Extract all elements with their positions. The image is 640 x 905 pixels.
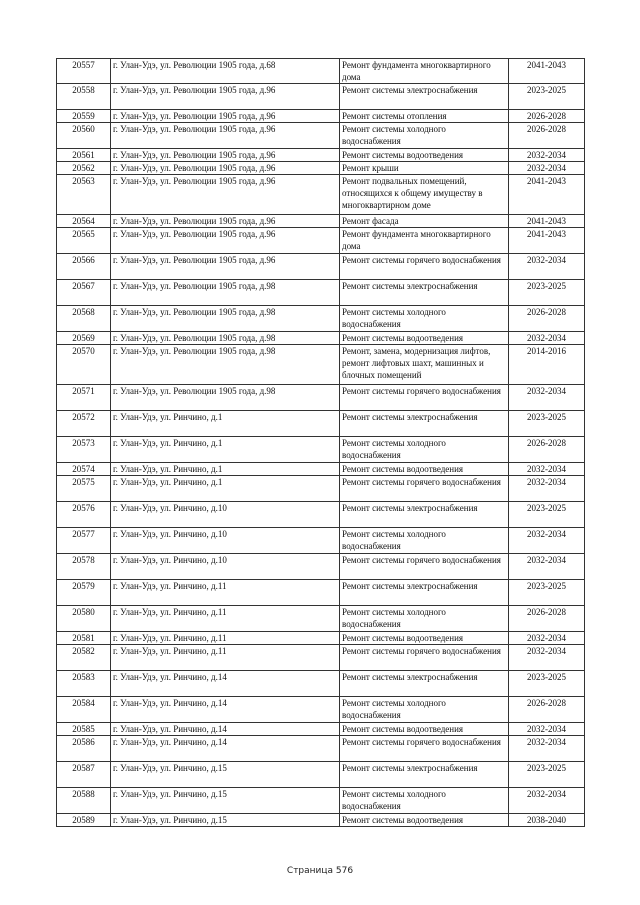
work-type-cell: Ремонт системы электроснабжения — [340, 502, 509, 528]
table-row — [57, 385, 585, 411]
work-type-cell: Ремонт системы холодного водоснабжения — [340, 437, 509, 463]
period-cell: 2041-2043 — [509, 215, 585, 228]
period-cell: 2041-2043 — [509, 228, 585, 254]
table-body — [57, 59, 585, 827]
work-type-cell: Ремонт фундамента многоквартирного дома — [340, 228, 509, 254]
table-row — [57, 59, 585, 84]
work-type-cell: Ремонт системы холодного водоснабжения — [340, 606, 509, 632]
table-row — [57, 723, 585, 736]
row-number-cell: 20573 — [57, 437, 111, 463]
work-type-cell: Ремонт системы холодного водоснабжения — [340, 123, 509, 149]
work-type-cell: Ремонт системы электроснабжения — [340, 671, 509, 697]
table-row — [57, 162, 585, 175]
address-cell: г. Улан-Удэ, ул. Ринчино, д.10 — [111, 528, 340, 554]
address-cell: г. Улан-Удэ, ул. Ринчино, д.14 — [111, 736, 340, 762]
period-cell: 2023-2025 — [509, 502, 585, 528]
work-type-cell: Ремонт крыши — [340, 162, 509, 175]
address-cell: г. Улан-Удэ, ул. Революции 1905 года, д.98 — [111, 306, 340, 332]
row-number-cell: 20567 — [57, 280, 111, 306]
row-number-cell: 20571 — [57, 385, 111, 411]
address-cell: г. Улан-Удэ, ул. Ринчино, д.14 — [111, 671, 340, 697]
period-cell: 2026-2028 — [509, 110, 585, 123]
address-cell: г. Улан-Удэ, ул. Революции 1905 года, д.98 — [111, 345, 340, 385]
row-number-cell: 20558 — [57, 84, 111, 110]
period-cell: 2032-2034 — [509, 736, 585, 762]
period-cell: 2023-2025 — [509, 671, 585, 697]
work-type-cell: Ремонт системы электроснабжения — [340, 84, 509, 110]
period-cell: 2041-2043 — [509, 175, 585, 215]
row-number-cell: 20570 — [57, 345, 111, 385]
table-row — [57, 306, 585, 332]
period-cell: 2026-2028 — [509, 697, 585, 723]
table-row — [57, 606, 585, 632]
row-number-cell: 20560 — [57, 123, 111, 149]
period-cell: 2032-2034 — [509, 332, 585, 345]
work-type-cell: Ремонт системы холодного водоснабжения — [340, 788, 509, 814]
table-row — [57, 502, 585, 528]
row-number-cell: 20583 — [57, 671, 111, 697]
table-row — [57, 411, 585, 437]
address-cell: г. Улан-Удэ, ул. Ринчино, д.10 — [111, 554, 340, 580]
address-cell: г. Улан-Удэ, ул. Революции 1905 года, д.96 — [111, 175, 340, 215]
row-number-cell: 20574 — [57, 463, 111, 476]
period-cell: 2032-2034 — [509, 632, 585, 645]
work-type-cell: Ремонт системы холодного водоснабжения — [340, 306, 509, 332]
row-number-cell: 20568 — [57, 306, 111, 332]
row-number-cell: 20564 — [57, 215, 111, 228]
row-number-cell: 20557 — [57, 59, 111, 84]
address-cell: г. Улан-Удэ, ул. Ринчино, д.15 — [111, 788, 340, 814]
row-number-cell: 20589 — [57, 814, 111, 827]
work-type-cell: Ремонт системы холодного водоснабжения — [340, 528, 509, 554]
table-row — [57, 697, 585, 723]
work-type-cell: Ремонт системы электроснабжения — [340, 580, 509, 606]
address-cell: г. Улан-Удэ, ул. Ринчино, д.11 — [111, 645, 340, 671]
address-cell: г. Улан-Удэ, ул. Революции 1905 года, д.98 — [111, 385, 340, 411]
period-cell: 2023-2025 — [509, 84, 585, 110]
address-cell: г. Улан-Удэ, ул. Ринчино, д.15 — [111, 762, 340, 788]
row-number-cell: 20562 — [57, 162, 111, 175]
work-type-cell: Ремонт системы горячего водоснабжения — [340, 476, 509, 502]
work-type-cell: Ремонт системы горячего водоснабжения — [340, 254, 509, 280]
work-type-cell: Ремонт системы водоотведения — [340, 632, 509, 645]
period-cell: 2023-2025 — [509, 411, 585, 437]
table-row — [57, 123, 585, 149]
address-cell: г. Улан-Удэ, ул. Ринчино, д.1 — [111, 463, 340, 476]
table-row — [57, 788, 585, 814]
period-cell: 2026-2028 — [509, 123, 585, 149]
row-number-cell: 20565 — [57, 228, 111, 254]
period-cell: 2032-2034 — [509, 476, 585, 502]
work-type-cell: Ремонт фундамента многоквартирного дома — [340, 59, 509, 84]
work-type-cell: Ремонт подвальных помещений, относящихся к общему имуществу в многоквартирном доме — [340, 175, 509, 215]
work-type-cell: Ремонт, замена, модернизация лифтов, ремонт лифтовых шахт, машинных и блочных помещений — [340, 345, 509, 385]
work-type-cell: Ремонт системы электроснабжения — [340, 411, 509, 437]
repair-schedule-table — [56, 58, 585, 827]
work-type-cell: Ремонт системы водоотведения — [340, 332, 509, 345]
table-row — [57, 345, 585, 385]
period-cell: 2032-2034 — [509, 149, 585, 162]
address-cell: г. Улан-Удэ, ул. Ринчино, д.11 — [111, 580, 340, 606]
period-cell: 2026-2028 — [509, 437, 585, 463]
work-type-cell: Ремонт системы горячего водоснабжения — [340, 736, 509, 762]
period-cell: 2032-2034 — [509, 385, 585, 411]
work-type-cell: Ремонт системы водоотведения — [340, 814, 509, 827]
address-cell: г. Улан-Удэ, ул. Ринчино, д.11 — [111, 632, 340, 645]
address-cell: г. Улан-Удэ, ул. Ринчино, д.11 — [111, 606, 340, 632]
table-row — [57, 671, 585, 697]
table-row — [57, 228, 585, 254]
page-number: Страница 576 — [286, 866, 354, 876]
address-cell: г. Улан-Удэ, ул. Революции 1905 года, д.96 — [111, 84, 340, 110]
table-row — [57, 645, 585, 671]
period-cell: 2032-2034 — [509, 645, 585, 671]
table-row — [57, 814, 585, 827]
address-cell: г. Улан-Удэ, ул. Революции 1905 года, д.96 — [111, 254, 340, 280]
work-type-cell: Ремонт системы водоотведения — [340, 149, 509, 162]
row-number-cell: 20575 — [57, 476, 111, 502]
work-type-cell: Ремонт системы водоотведения — [340, 723, 509, 736]
address-cell: г. Улан-Удэ, ул. Ринчино, д.15 — [111, 814, 340, 827]
address-cell: г. Улан-Удэ, ул. Ринчино, д.1 — [111, 437, 340, 463]
row-number-cell: 20588 — [57, 788, 111, 814]
row-number-cell: 20576 — [57, 502, 111, 528]
table-row — [57, 254, 585, 280]
row-number-cell: 20577 — [57, 528, 111, 554]
work-type-cell: Ремонт системы электроснабжения — [340, 762, 509, 788]
row-number-cell: 20582 — [57, 645, 111, 671]
table-row — [57, 280, 585, 306]
row-number-cell: 20586 — [57, 736, 111, 762]
table-row — [57, 84, 585, 110]
table-row — [57, 476, 585, 502]
table-row — [57, 736, 585, 762]
period-cell: 2032-2034 — [509, 463, 585, 476]
table-row — [57, 110, 585, 123]
period-cell: 2032-2034 — [509, 254, 585, 280]
period-cell: 2032-2034 — [509, 554, 585, 580]
period-cell: 2032-2034 — [509, 528, 585, 554]
work-type-cell: Ремонт фасада — [340, 215, 509, 228]
table-row — [57, 580, 585, 606]
row-number-cell: 20584 — [57, 697, 111, 723]
table-row — [57, 149, 585, 162]
address-cell: г. Улан-Удэ, ул. Революции 1905 года, д.96 — [111, 149, 340, 162]
row-number-cell: 20559 — [57, 110, 111, 123]
table-row — [57, 175, 585, 215]
period-cell: 2026-2028 — [509, 606, 585, 632]
address-cell: г. Улан-Удэ, ул. Революции 1905 года, д.96 — [111, 123, 340, 149]
period-cell: 2038-2040 — [509, 814, 585, 827]
period-cell: 2026-2028 — [509, 306, 585, 332]
period-cell: 2023-2025 — [509, 580, 585, 606]
table-row — [57, 762, 585, 788]
address-cell: г. Улан-Удэ, ул. Революции 1905 года, д.98 — [111, 280, 340, 306]
row-number-cell: 20580 — [57, 606, 111, 632]
work-type-cell: Ремонт системы холодного водоснабжения — [340, 697, 509, 723]
table-row — [57, 463, 585, 476]
address-cell: г. Улан-Удэ, ул. Ринчино, д.1 — [111, 411, 340, 437]
row-number-cell: 20563 — [57, 175, 111, 215]
row-number-cell: 20581 — [57, 632, 111, 645]
address-cell: г. Улан-Удэ, ул. Ринчино, д.14 — [111, 723, 340, 736]
work-type-cell: Ремонт системы отопления — [340, 110, 509, 123]
row-number-cell: 20569 — [57, 332, 111, 345]
work-type-cell: Ремонт системы горячего водоснабжения — [340, 645, 509, 671]
table-row — [57, 332, 585, 345]
period-cell: 2041-2043 — [509, 59, 585, 84]
address-cell: г. Улан-Удэ, ул. Революции 1905 года, д.96 — [111, 215, 340, 228]
row-number-cell: 20566 — [57, 254, 111, 280]
address-cell: г. Улан-Удэ, ул. Ринчино, д.14 — [111, 697, 340, 723]
row-number-cell: 20572 — [57, 411, 111, 437]
row-number-cell: 20587 — [57, 762, 111, 788]
row-number-cell: 20578 — [57, 554, 111, 580]
period-cell: 2014-2016 — [509, 345, 585, 385]
work-type-cell: Ремонт системы электроснабжения — [340, 280, 509, 306]
table-row — [57, 215, 585, 228]
row-number-cell: 20585 — [57, 723, 111, 736]
work-type-cell: Ремонт системы водоотведения — [340, 463, 509, 476]
period-cell: 2032-2034 — [509, 723, 585, 736]
work-type-cell: Ремонт системы горячего водоснабжения — [340, 554, 509, 580]
period-cell: 2023-2025 — [509, 280, 585, 306]
period-cell: 2032-2034 — [509, 788, 585, 814]
table-row — [57, 554, 585, 580]
row-number-cell: 20561 — [57, 149, 111, 162]
table-row — [57, 632, 585, 645]
table-row — [57, 437, 585, 463]
table-row — [57, 528, 585, 554]
address-cell: г. Улан-Удэ, ул. Революции 1905 года, д.96 — [111, 228, 340, 254]
address-cell: г. Улан-Удэ, ул. Революции 1905 года, д.68 — [111, 59, 340, 84]
address-cell: г. Улан-Удэ, ул. Революции 1905 года, д.96 — [111, 110, 340, 123]
address-cell: г. Улан-Удэ, ул. Ринчино, д.10 — [111, 502, 340, 528]
period-cell: 2032-2034 — [509, 162, 585, 175]
address-cell: г. Улан-Удэ, ул. Революции 1905 года, д.98 — [111, 332, 340, 345]
address-cell: г. Улан-Удэ, ул. Ринчино, д.1 — [111, 476, 340, 502]
period-cell: 2023-2025 — [509, 762, 585, 788]
row-number-cell: 20579 — [57, 580, 111, 606]
work-type-cell: Ремонт системы горячего водоснабжения — [340, 385, 509, 411]
address-cell: г. Улан-Удэ, ул. Революции 1905 года, д.96 — [111, 162, 340, 175]
